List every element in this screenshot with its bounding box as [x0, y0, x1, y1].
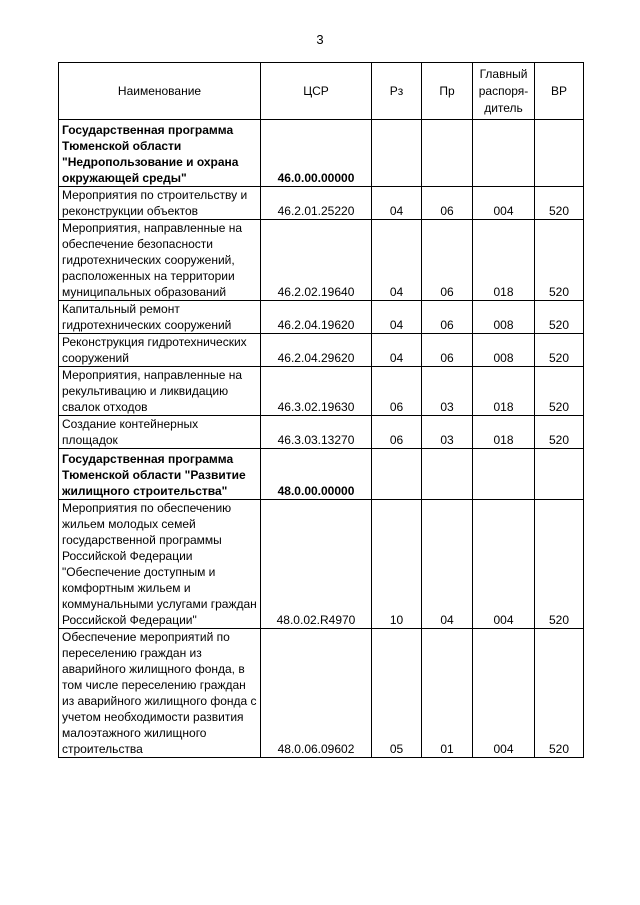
row-rz: 10 — [372, 500, 422, 629]
row-pr: 03 — [422, 416, 473, 449]
row-pr: 06 — [422, 220, 473, 301]
row-pr: 06 — [422, 334, 473, 367]
row-csr: 48.0.02.R4970 — [261, 500, 372, 629]
row-vr: 520 — [535, 301, 584, 334]
row-gr: 004 — [473, 500, 535, 629]
row-pr: 06 — [422, 301, 473, 334]
row-vr: 520 — [535, 416, 584, 449]
row-csr: 46.3.03.13270 — [261, 416, 372, 449]
row-vr: 520 — [535, 220, 584, 301]
table-row — [59, 301, 584, 334]
row-name: Государственная программа Тюменской области "Недропользование и охрана окружающей среды" — [59, 120, 261, 187]
row-name: Реконструкция гидротехнических сооружений — [59, 334, 261, 367]
row-vr — [535, 449, 584, 500]
header-chief-administrator: Главный распоря-дитель — [473, 63, 535, 120]
page-number: 3 — [316, 32, 324, 47]
row-gr: 004 — [473, 629, 535, 758]
row-gr: 018 — [473, 416, 535, 449]
table-row — [59, 500, 584, 629]
row-rz — [372, 449, 422, 500]
table-row — [59, 220, 584, 301]
row-vr: 520 — [535, 334, 584, 367]
row-vr: 520 — [535, 187, 584, 220]
header-csr: ЦСР — [261, 63, 372, 120]
budget-table — [58, 62, 584, 758]
row-pr — [422, 449, 473, 500]
row-gr: 008 — [473, 301, 535, 334]
row-rz: 04 — [372, 220, 422, 301]
row-pr: 03 — [422, 367, 473, 416]
row-gr: 018 — [473, 220, 535, 301]
table-row — [59, 449, 584, 500]
row-gr — [473, 120, 535, 187]
row-vr — [535, 120, 584, 187]
row-csr: 46.2.04.29620 — [261, 334, 372, 367]
row-name: Создание контейнерных площадок — [59, 416, 261, 449]
row-vr: 520 — [535, 629, 584, 758]
row-pr: 06 — [422, 187, 473, 220]
row-vr: 520 — [535, 500, 584, 629]
row-rz: 05 — [372, 629, 422, 758]
row-csr: 46.3.02.19630 — [261, 367, 372, 416]
row-name: Мероприятия, направленные на обеспечение безопасности гидротехнических сооружений, расположенных на территории муниципальных образований — [59, 220, 261, 301]
header-rz: Рз — [372, 63, 422, 120]
table-row — [59, 416, 584, 449]
row-csr: 46.2.04.19620 — [261, 301, 372, 334]
row-gr — [473, 449, 535, 500]
row-name: Государственная программа Тюменской области "Развитие жилищного строительства" — [59, 449, 261, 500]
row-gr: 004 — [473, 187, 535, 220]
row-gr: 018 — [473, 367, 535, 416]
table-header-row — [59, 63, 584, 120]
table-row — [59, 187, 584, 220]
row-rz: 04 — [372, 301, 422, 334]
row-csr: 48.0.06.09602 — [261, 629, 372, 758]
header-name: Наименование — [59, 63, 261, 120]
row-pr — [422, 120, 473, 187]
row-csr: 46.0.00.00000 — [261, 120, 372, 187]
row-rz: 06 — [372, 367, 422, 416]
row-pr: 01 — [422, 629, 473, 758]
row-name: Мероприятия по строительству и реконструкции объектов — [59, 187, 261, 220]
table-row — [59, 629, 584, 758]
row-rz: 04 — [372, 187, 422, 220]
table-row — [59, 334, 584, 367]
row-name: Мероприятия по обеспечению жильем молодых семей государственной программы Российской Федерации "Обеспечение доступным и комфортным жильем и коммунальными услугами граждан Российской Федерации" — [59, 500, 261, 629]
row-rz: 04 — [372, 334, 422, 367]
row-csr: 48.0.00.00000 — [261, 449, 372, 500]
table-row — [59, 367, 584, 416]
row-rz — [372, 120, 422, 187]
row-pr: 04 — [422, 500, 473, 629]
row-csr: 46.2.01.25220 — [261, 187, 372, 220]
row-name: Обеспечение мероприятий по переселению граждан из аварийного жилищного фонда, в том числе переселению граждан из аварийного жилищного фонда с учетом необходимости развития малоэтажного жилищного строительства — [59, 629, 261, 758]
row-name: Капитальный ремонт гидротехнических сооружений — [59, 301, 261, 334]
table-row — [59, 120, 584, 187]
header-vr: ВР — [535, 63, 584, 120]
row-name: Мероприятия, направленные на рекультивацию и ликвидацию свалок отходов — [59, 367, 261, 416]
row-csr: 46.2.02.19640 — [261, 220, 372, 301]
header-pr: Пр — [422, 63, 473, 120]
row-rz: 06 — [372, 416, 422, 449]
row-vr: 520 — [535, 367, 584, 416]
row-gr: 008 — [473, 334, 535, 367]
